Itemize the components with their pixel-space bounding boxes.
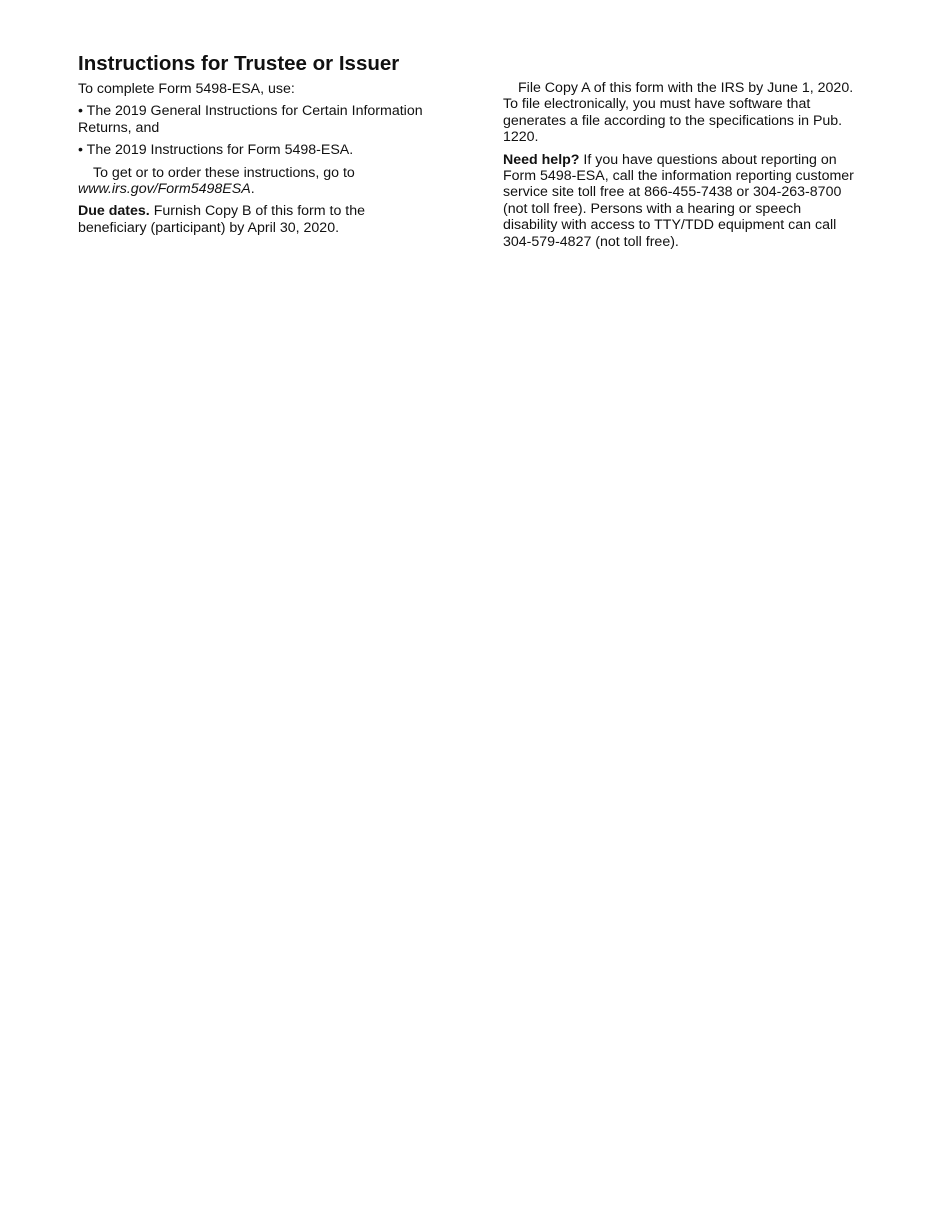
need-help-line-2: Form 5498-ESA, call the information reporting customer	[503, 168, 854, 185]
need-help-text-1: If you have questions about reporting on	[579, 151, 837, 168]
file-copy-line-1: File Copy A of this form with the IRS by June 1, 2020.	[518, 80, 854, 96]
bullet-form-instructions: • The 2019 Instructions for Form 5498-ESA.	[78, 142, 354, 159]
need-help-line-3: service site toll free at 866-455-7438 or 304-263-8700	[503, 184, 842, 201]
need-help-label: Need help?	[503, 151, 580, 168]
order-instructions-line-1: To get or to order these instructions, go to	[93, 164, 355, 181]
need-help-paragraph	[503, 152, 895, 250]
need-help-line-1	[503, 152, 895, 168]
file-copy-line-4: 1220.	[503, 129, 539, 146]
irs-form-url-link[interactable]: www.irs.gov/Form5498ESA	[78, 181, 251, 198]
need-help-line-5: disability with access to TTY/TDD equipment can call	[503, 217, 837, 234]
due-dates-line-1	[78, 203, 473, 219]
due-dates-paragraph	[78, 203, 473, 236]
intro-text: To complete Form 5498-ESA, use:	[78, 81, 295, 97]
order-instructions-line-2	[78, 181, 473, 197]
need-help-line-6: 304-579-4827 (not toll free).	[503, 233, 679, 250]
right-column	[503, 80, 895, 256]
due-dates-line-2: beneficiary (participant) by April 30, 2020.	[78, 219, 340, 236]
bullet-general-instructions	[78, 103, 473, 136]
need-help-line-4: (not toll free). Persons with a hearing or speech	[503, 200, 802, 217]
bullet-general-instructions-line-2: Returns, and	[78, 119, 160, 136]
order-instructions	[78, 165, 473, 198]
file-copy-line-2: To file electronically, you must have software that	[503, 96, 811, 113]
file-copy-paragraph	[503, 80, 895, 146]
due-dates-label: Due dates.	[78, 203, 150, 220]
left-column	[78, 51, 473, 242]
section-heading: Instructions for Trustee or Issuer	[78, 52, 400, 75]
order-period: .	[250, 181, 255, 198]
due-dates-text-1: Furnish Copy B of this form to the	[149, 203, 366, 220]
file-copy-line-3: generates a file according to the specifications in Pub.	[503, 112, 843, 129]
bullet-general-instructions-line-1: • The 2019 General Instructions for Certain Information	[78, 103, 423, 120]
